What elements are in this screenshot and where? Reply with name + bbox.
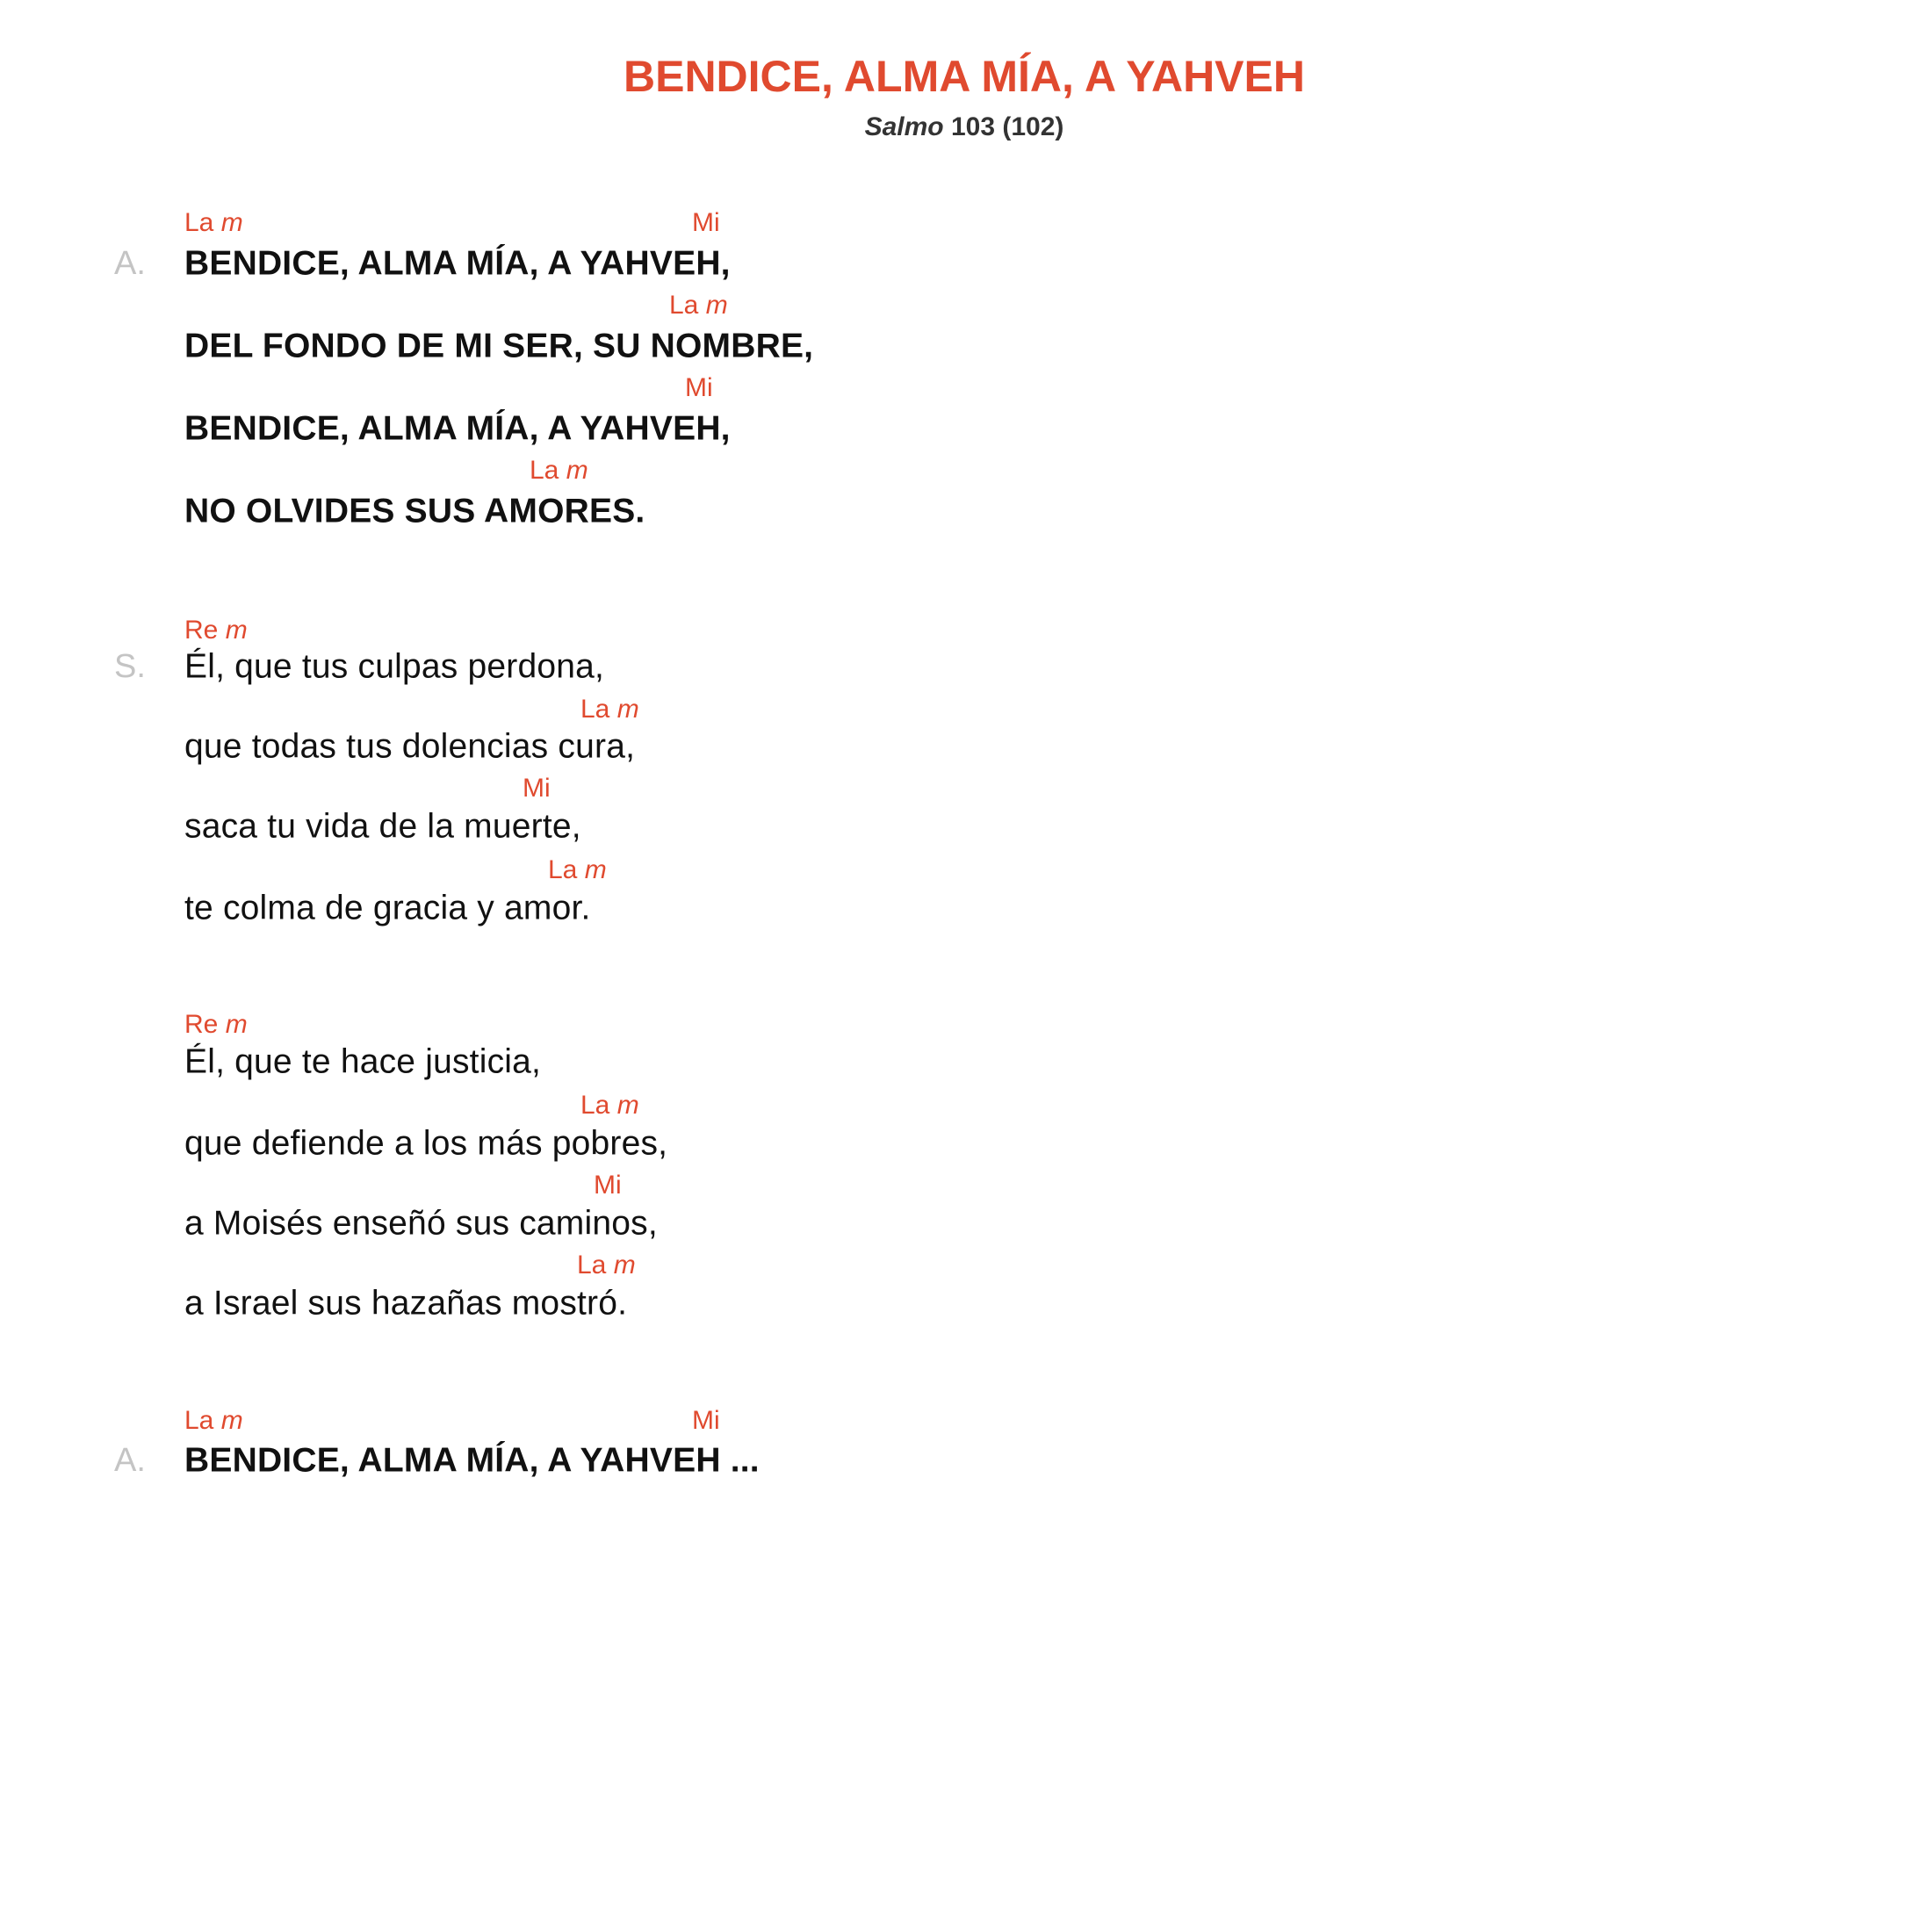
chord: La m [577, 1251, 636, 1280]
chord: Mi [594, 1171, 622, 1200]
lyric-line: a Israel sus hazañas mostró. [184, 1284, 628, 1323]
chord: Re m [184, 1010, 248, 1039]
lyric-line: BENDICE, ALMA MÍA, A YAHVEH, [184, 244, 731, 283]
subtitle-psalm-word: Salmo [864, 112, 944, 141]
chord: Mi [685, 373, 713, 402]
lyric-line: te colma de gracia y amor. [184, 889, 591, 927]
lyric-line: NO OLVIDES SUS AMORES. [184, 492, 645, 530]
chord: La m [580, 695, 639, 724]
chord: Mi [692, 208, 720, 237]
chord: La m [184, 1406, 243, 1435]
chord: Re m [184, 616, 248, 645]
chord: La m [669, 291, 728, 320]
song-subtitle [0, 114, 1928, 141]
lyric-line: que defiende a los más pobres, [184, 1124, 668, 1163]
lyric-line: BENDICE, ALMA MÍA, A YAHVEH, [184, 409, 731, 448]
stanza-label: S. [114, 648, 146, 685]
lyric-line: que todas tus dolencias cura, [184, 727, 636, 766]
lyric-line: BENDICE, ALMA MÍA, A YAHVEH ... [184, 1441, 760, 1480]
song-title: BENDICE, ALMA MÍA, A YAHVEH [623, 52, 1305, 101]
chord: La m [548, 855, 607, 884]
chord: Mi [692, 1406, 720, 1435]
lyric-line: a Moisés enseñó sus caminos, [184, 1204, 658, 1243]
chord: Mi [523, 774, 551, 803]
lyric-line: saca tu vida de la muerte, [184, 807, 581, 846]
antiphon-label: A. [114, 245, 146, 282]
lyric-line: Él, que te hace justicia, [184, 1042, 542, 1081]
antiphon-label: A. [114, 1442, 146, 1479]
chord: La m [184, 208, 243, 237]
chord: La m [530, 456, 588, 485]
chord: La m [580, 1091, 639, 1120]
lyric-line: DEL FONDO DE MI SER, SU NOMBRE, [184, 327, 814, 365]
subtitle-psalm-number: 103 (102) [943, 112, 1064, 141]
lyric-line: Él, que tus culpas perdona, [184, 647, 605, 686]
